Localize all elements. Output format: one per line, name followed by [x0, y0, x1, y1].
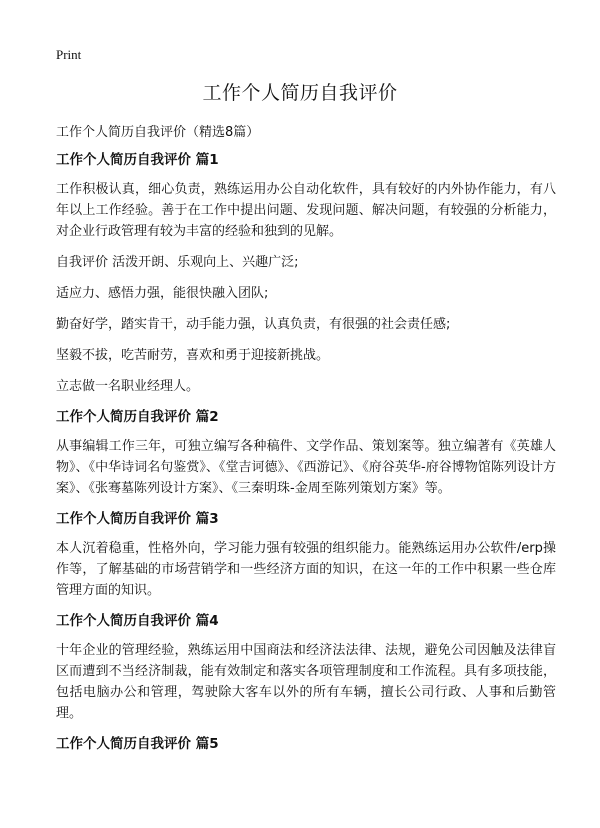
section-paragraph: 立志做一名职业经理人。 — [56, 379, 200, 394]
section-paragraph: 适应力、感悟力强，能很快融入团队; — [56, 286, 269, 301]
section-paragraph: 从事编辑工作三年，可独立编写各种稿件、文学作品、策划案等。独立编著有《英雄人物》、《中华诗词名句鉴赏》、《堂吉诃德》、《西游记》、《府谷英华-府谷博物馆陈列设计方案》、《张骞墓陈列设计方案》、《三秦明珠-金周至陈列策划方案》等。 — [56, 439, 556, 496]
section-heading: 工作个人简历自我评价 篇3 — [56, 511, 219, 527]
section-paragraph: 十年企业的管理经验，熟练运用中国商法和经济法法律、法规，避免公司因触及法律盲区而遭到不当经济制裁，能有效制定和落实各项管理制度和工作流程。具有多项技能，包括电脑办公和管理，驾驶除大客车以外的所有车辆，擅长公司行政、人事和后勤管理。 — [56, 643, 556, 721]
section-heading: 工作个人简历自我评价 篇4 — [56, 613, 219, 629]
print-link[interactable]: Print — [56, 47, 82, 62]
section-paragraph: 坚毅不拔，吃苦耐劳，喜欢和勇于迎接新挑战。 — [56, 348, 330, 363]
section-paragraph: 本人沉着稳重，性格外向，学习能力强有较强的组织能力。能熟练运用办公软件/erp操作等，了解基础的市场营销学和一些经济方面的知识，在这一年的工作中积累一些仓库管理方面的知识。 — [56, 541, 556, 598]
section-heading: 工作个人简历自我评价 篇1 — [56, 152, 219, 168]
section-paragraph: 自我评价 活泼开朗、乐观向上、兴趣广泛; — [56, 255, 299, 270]
section-paragraph: 勤奋好学，踏实肯干，动手能力强，认真负责，有很强的社会责任感; — [56, 317, 451, 332]
section-heading: 工作个人简历自我评价 篇5 — [56, 736, 219, 752]
document-content — [56, 140, 556, 763]
section-paragraph: 工作积极认真，细心负责，熟练运用办公自动化软件，具有较好的内外协作能力，有八年以上工作经验。善于在工作中提出问题、发现问题、解决问题，有较强的分析能力，对企业行政管理有较为丰富的经验和独到的见解。 — [56, 182, 556, 239]
document-title: 工作个人简历自我评价 — [202, 82, 398, 104]
document-subtitle: 工作个人简历自我评价（精选8篇） — [56, 125, 260, 140]
section-heading: 工作个人简历自我评价 篇2 — [56, 409, 219, 425]
